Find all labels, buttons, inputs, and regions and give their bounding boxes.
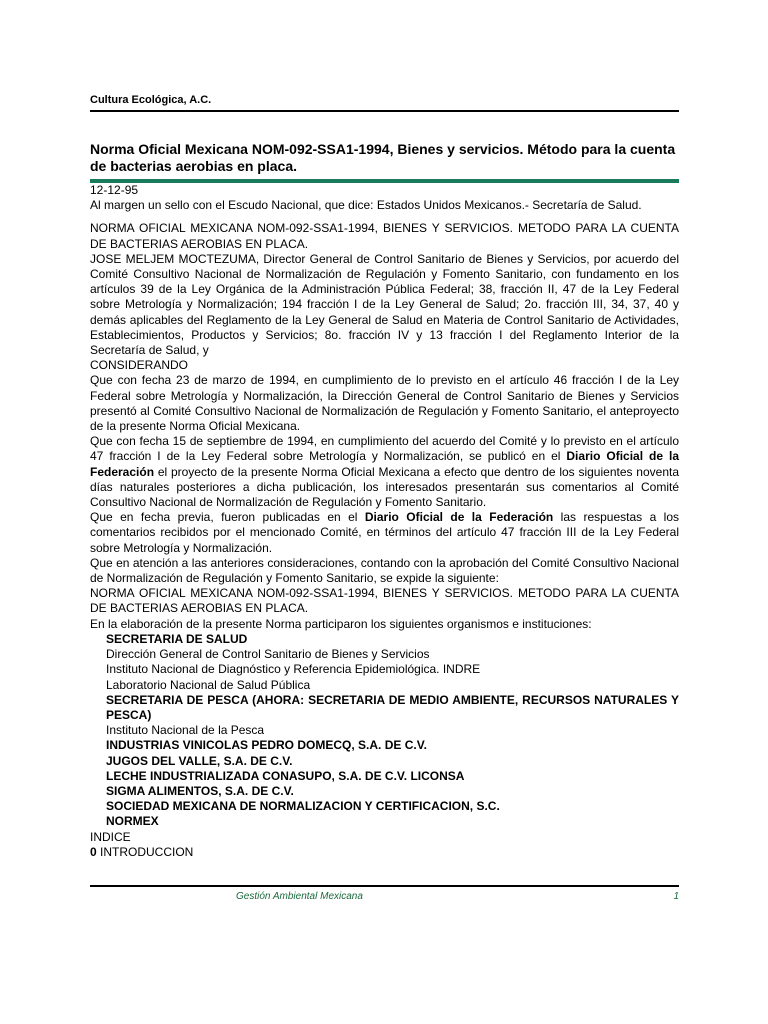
paragraph-4: Que en atención a las anteriores consideraciones, contando con la aprobación del Comité Consultivo Nacional de Normalización de Regulación y Fomento Sanitario, se expide la siguiente: [90, 555, 679, 586]
header-organization: Cultura Ecológica, A.C. [90, 94, 212, 106]
publication-date: 12-12-95 [90, 183, 139, 197]
document-title: Norma Oficial Mexicana NOM-092-SSA1-1994, Bienes y servicios. Método para la cuenta de bacterias aerobias en placa. [90, 141, 676, 174]
index-heading: INDICE [90, 829, 131, 844]
paragraph-3 [90, 510, 679, 556]
document-body [90, 183, 679, 860]
participant-item: SOCIEDAD MEXICANA DE NORMALIZACION Y CERTIFICACION, S.C. [106, 799, 500, 814]
participants-intro: En la elaboración de la presente Norma participaron los siguientes organismos e instituciones: [90, 616, 592, 631]
document-page [90, 0, 679, 1024]
participant-item: NORMEX [106, 814, 159, 829]
considerando-heading: CONSIDERANDO [90, 358, 189, 373]
page-number: 1 [673, 891, 679, 902]
norm-title-upper: NORMA OFICIAL MEXICANA NOM-092-SSA1-1994, BIENES Y SERVICIOS. METODO PARA LA CUENTA DE BACTERIAS AEROBIAS EN PLACA. [90, 221, 679, 251]
header-rule [90, 110, 679, 112]
diario-oficial-ref: Diario Oficial de la Federación [364, 510, 554, 525]
participant-item: SECRETARIA DE SALUD [106, 631, 248, 646]
paragraph-3-text-b: las respuestas a los comentarios recibidos por el mencionado Comité, en términos del artículo 47 fracción III de la Ley Federal sobre Metrología y Normalización. [90, 510, 679, 555]
intro-paragraph: JOSE MELJEM MOCTEZUMA, Director General de Control Sanitario de Bienes y Servicios, por acuerdo del Comité Consultivo Nacional de Normalización de Regulación y Fomento Sanitario, con fundamento en los artículos 39 de la Ley Orgánica de la Administración Pública Federal; 38, fracción II, 47 de la Ley Federal sobre Metrología y Normalización; 194 fracción I de la Ley General de Salud; 2o. fracción III, 34, 37, 40 y demás aplicables del Reglamento de la Ley General de Salud en Materia de Control Sanitario de Actividades, Establecimientos, Productos y Servicios; 8o. fracción IV y 13 fracción I del Reglamento Interior de la Secretaría de Salud, y [90, 251, 679, 358]
participant-item: Dirección General de Control Sanitario de Bienes y Servicios [106, 647, 430, 662]
paragraph-1: Que con fecha 23 de marzo de 1994, en cumplimiento de lo previsto en el artículo 46 fracción I de la Ley Federal sobre Metrología y Normalización, la Dirección General de Control Sanitario de Bienes y Servicios presentó al Comité Consultivo Nacional de Normalización de Regulación y Fomento Sanitario, el anteproyecto de la presente Norma Oficial Mexicana. [90, 373, 679, 434]
footer-rule [90, 885, 679, 887]
participant-item: Instituto Nacional de la Pesca [106, 723, 265, 738]
paragraph-2 [90, 434, 679, 510]
paragraph-2-text-b: el proyecto de la presente Norma Oficial Mexicana a efecto que dentro de los siguientes noventa días naturales posteriores a dicha publicación, los interesados presentarán sus comentarios al Comité Consultivo Nacional de Normalización de Regulación y Fomento Sanitario. [90, 464, 679, 510]
footer-publication: Gestión Ambiental Mexicana [236, 891, 363, 902]
participant-item: JUGOS DEL VALLE, S.A. DE C.V. [106, 753, 293, 768]
participant-item: Laboratorio Nacional de Salud Pública [106, 677, 311, 692]
participants-list [90, 632, 679, 830]
index-item-text: INTRODUCCION [96, 844, 194, 859]
margin-note: Al margen un sello con el Escudo Nacional, que dice: Estados Unidos Mexicanos.- Secretaría de Salud. [90, 198, 642, 213]
paragraph-3-text-a: Que en fecha previa, fueron publicadas en el [90, 510, 365, 525]
participant-item: LECHE INDUSTRIALIZADA CONASUPO, S.A. DE C.V. LICONSA [106, 768, 465, 783]
participant-item: INDUSTRIAS VINICOLAS PEDRO DOMECQ, S.A. DE C.V. [106, 738, 427, 753]
participant-item: SECRETARIA DE PESCA (AHORA: SECRETARIA DE MEDIO AMBIENTE, RECURSOS NATURALES Y PESCA) [106, 692, 679, 722]
index-item-number: 0 [90, 844, 97, 859]
participant-item: Instituto Nacional de Diagnóstico y Referencia Epidemiológica. INDRE [106, 662, 481, 677]
norm-title-upper-2: NORMA OFICIAL MEXICANA NOM-092-SSA1-1994, BIENES Y SERVICIOS. METODO PARA LA CUENTA DE BACTERIAS AEROBIAS EN PLACA. [90, 586, 679, 616]
diario-oficial-ref: Diario Oficial de la Federación [90, 449, 679, 479]
paragraph-2-text-a: Que con fecha 15 de septiembre de 1994, en cumplimiento del acuerdo del Comité y lo previsto en el artículo 47 fracción I de la Ley Federal sobre Metrología y Normalización, se publicó en el [90, 434, 679, 464]
participant-item: SIGMA ALIMENTOS, S.A. DE C.V. [106, 783, 294, 798]
index-item [90, 845, 679, 860]
